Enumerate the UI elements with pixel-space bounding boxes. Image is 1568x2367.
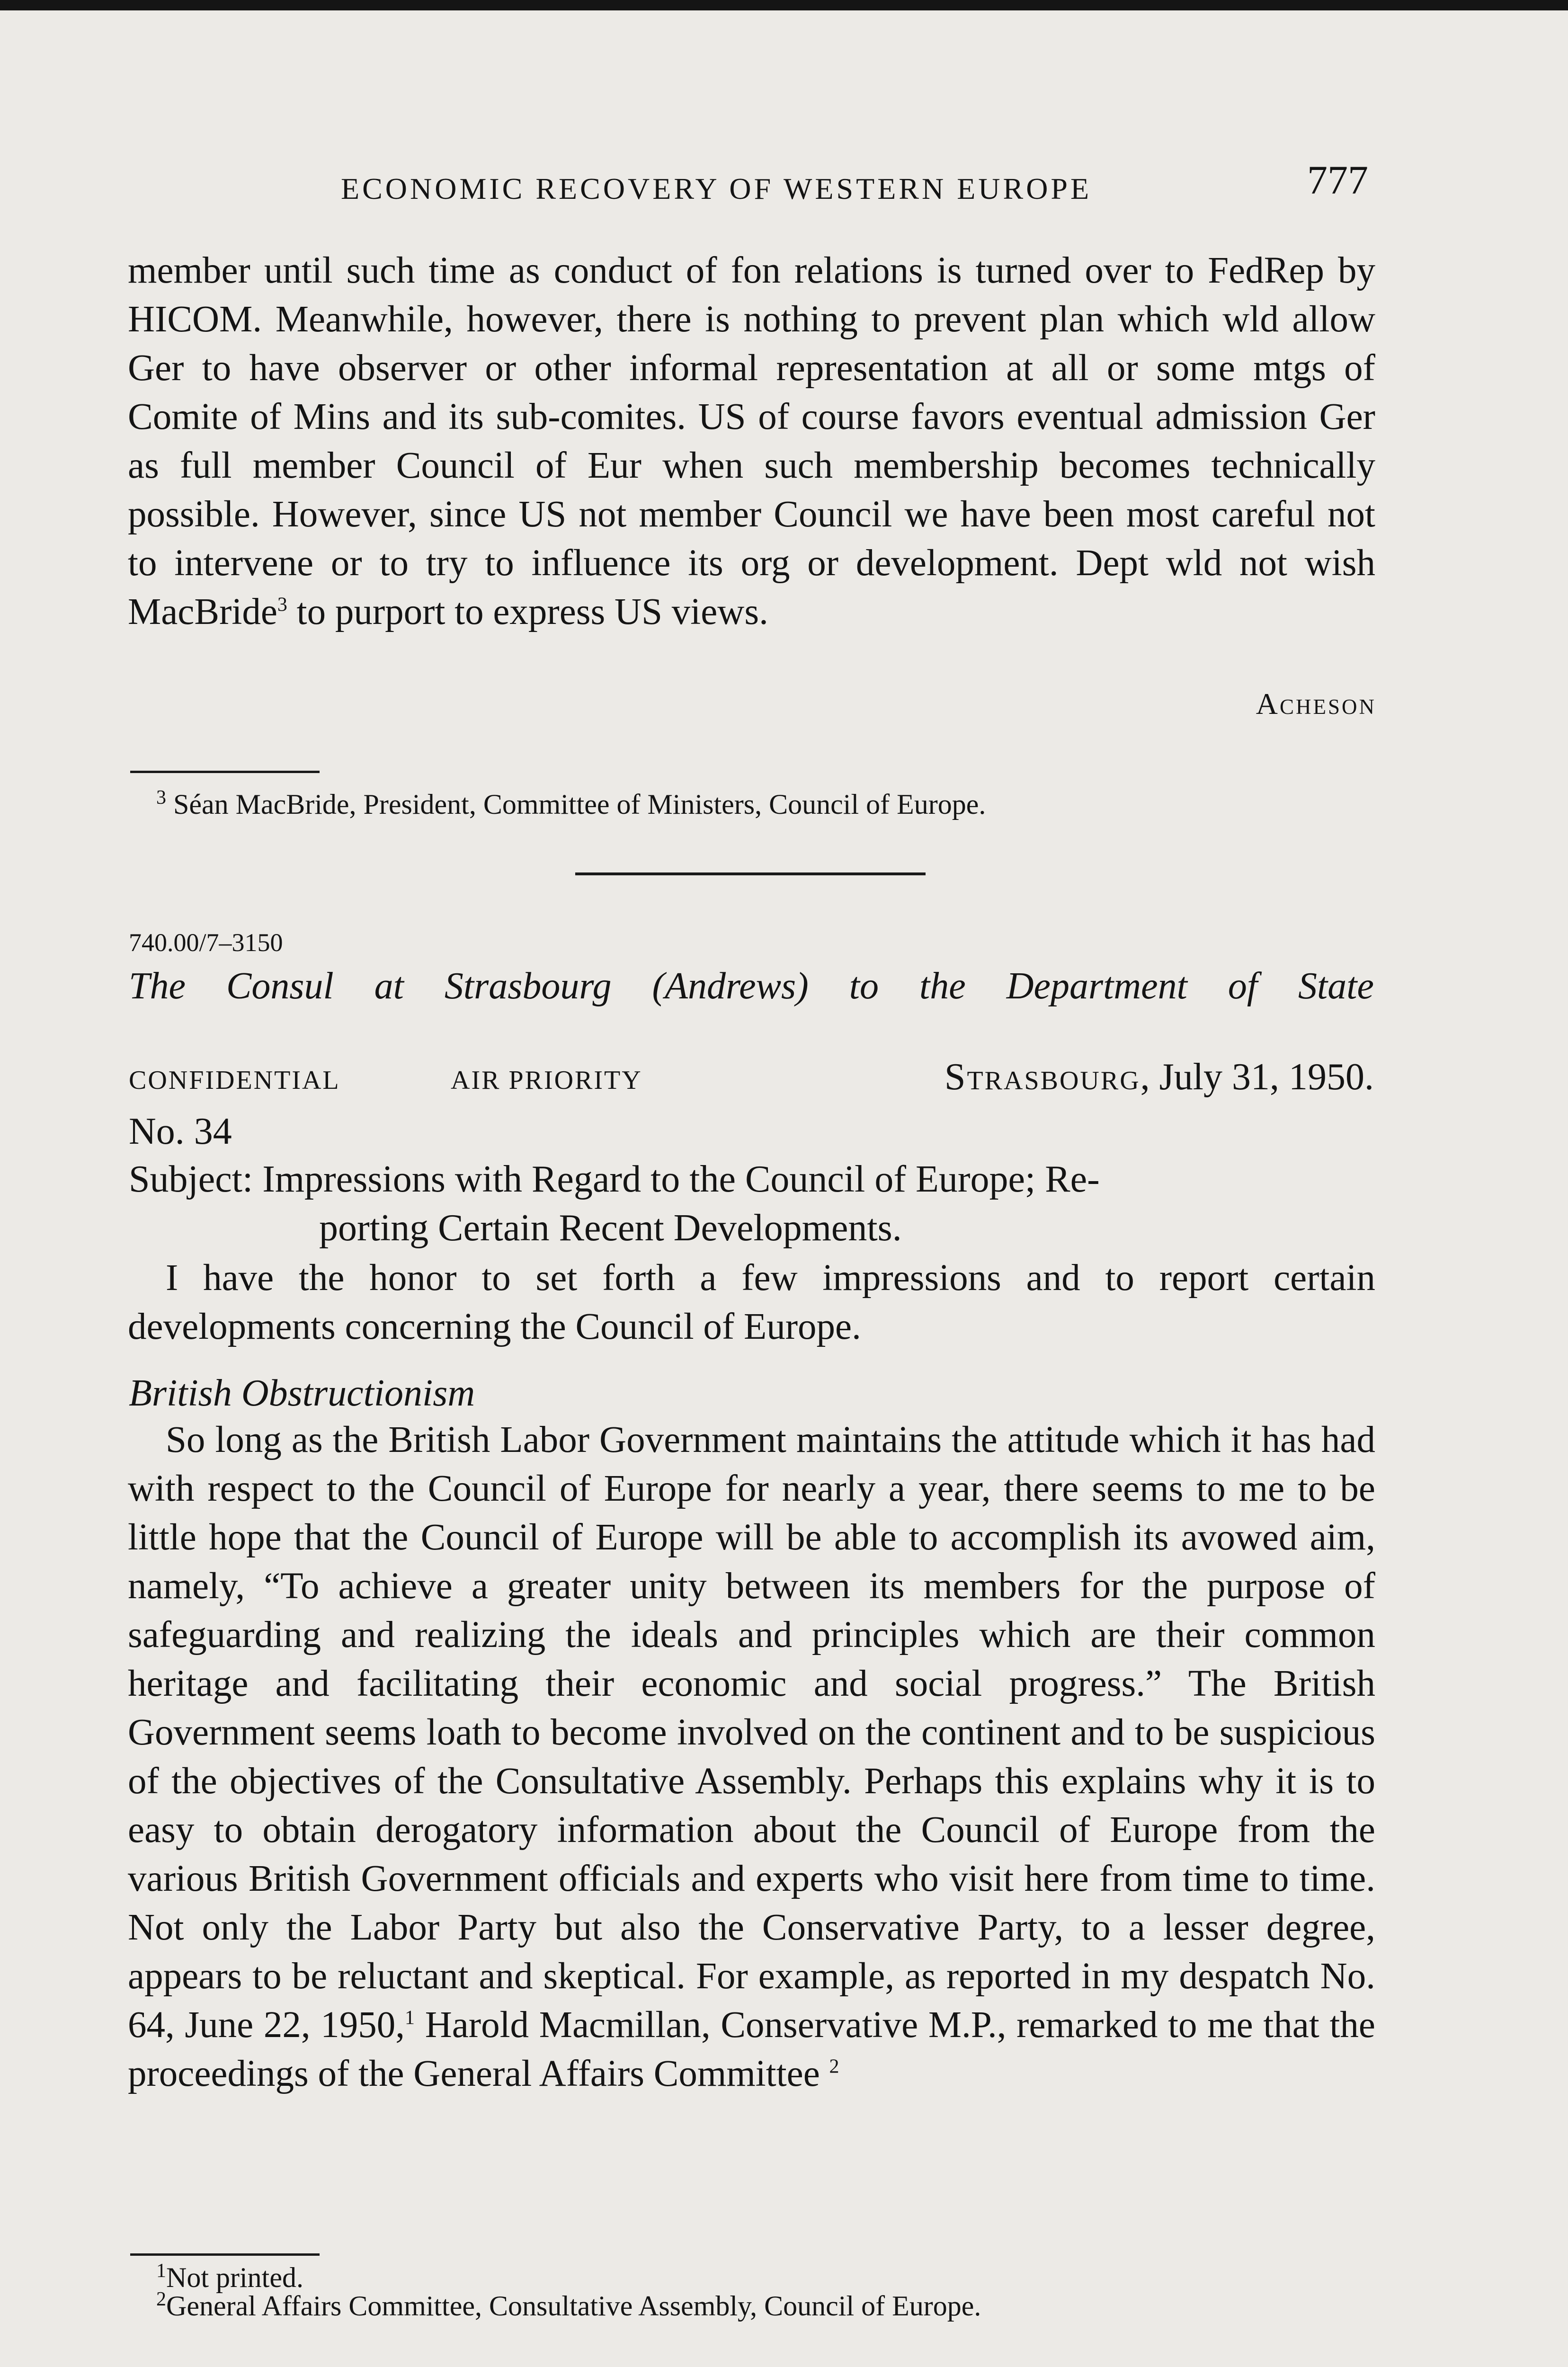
document-meta xyxy=(129,1056,1374,1098)
footnote-text: Not printed. xyxy=(166,2262,303,2293)
footnote-ref-1: 1 xyxy=(405,2007,415,2029)
page-number: 777 xyxy=(1307,157,1368,203)
priority: AIR PRIORITY xyxy=(451,1066,642,1095)
body-text-cont: Harold Macmillan, Conservative M.P., remarked to me that the proceedings of the General Affairs Committee xyxy=(128,2004,1375,2094)
footnote-rule-top xyxy=(130,771,320,773)
footnote-ref-3: 3 xyxy=(277,594,287,616)
continuation-text-end: to purport to express US views. xyxy=(287,591,768,632)
document-title: The Consul at Strasbourg (Andrews) to the Department of State xyxy=(129,965,1374,1007)
footnote-mark: 1 xyxy=(156,2260,166,2282)
place-date xyxy=(944,1056,1374,1099)
section-heading: British Obstructionism xyxy=(129,1372,475,1414)
running-head: ECONOMIC RECOVERY OF WESTERN EUROPE xyxy=(341,172,1092,205)
footnote-ref-2: 2 xyxy=(829,2056,839,2078)
despatch-number: No. 34 xyxy=(129,1111,232,1152)
footnote-text: Séan MacBride, President, Committee of Ministers, Council of Europe. xyxy=(173,789,986,820)
footnote-rule-bottom xyxy=(130,2253,320,2256)
place: Strasbourg xyxy=(944,1056,1140,1098)
footnote-text: General Affairs Committee, Consultative Assembly, Council of Europe. xyxy=(166,2290,981,2322)
classification: CONFIDENTIAL xyxy=(129,1066,340,1095)
subject-line-2: porting Certain Recent Developments. xyxy=(319,1207,902,1249)
continuation-text: member until such time as conduct of fon relations is turned over to FedRep by HICOM. Meanwhile, however, there is nothing to prevent plan which wld allow Ger to have observer or other informal representation at all or some mtgs of Comite of Mins and its sub-comites. US of course favors eventual admission Ger as full member Council of Eur when such membership becomes technically possible. However, since US not member Council we have been most careful not to intervene or to try to influence its org or development. Dept wld not wish MacBride xyxy=(128,250,1375,632)
document-separator xyxy=(575,872,926,875)
footnote-mark: 2 xyxy=(156,2288,166,2310)
signature: Acheson xyxy=(1256,687,1376,721)
intro-paragraph: I have the honor to set forth a few impressions and to report certain developments concerning the Council of Europe. xyxy=(128,1257,1375,1347)
footnote-1 xyxy=(156,2260,1368,2293)
footnote-3 xyxy=(156,787,1368,820)
subject-line-1: Subject: Impressions with Regard to the Council of Europe; Re- xyxy=(129,1158,1100,1200)
footnote-mark: 3 xyxy=(156,787,166,809)
file-number: 740.00/7–3150 xyxy=(129,928,283,957)
body-text: So long as the British Labor Government maintains the attitude which it has had with respect to the Council of Europe for nearly a year, there seems to me to be little hope that the Council of Europe will be able to accomplish its avowed aim, namely, “To achieve a greater unity between its members for the purpose of safeguarding and realizing the ideals and principles which are their common heritage and facilitating their economic and social progress.” The British Government seems loath to become involved on the continent and to be suspicious of the objectives of the Consultative Assembly. Perhaps this explains why it is to easy to obtain derogatory information about the Council of Europe from the various British Government officials and experts who visit here from time to time. Not only the Labor Party but also the Conservative Party, to a lesser degree, appears to be reluctant and skeptical. For example, as reported in my despatch No. 64, June 22, 1950, xyxy=(128,1419,1375,2046)
continuation-paragraph xyxy=(128,246,1375,636)
page-header xyxy=(133,142,1373,213)
body-paragraph xyxy=(128,1415,1375,2098)
subject xyxy=(129,1155,1376,1253)
date: , July 31, 1950. xyxy=(1140,1056,1374,1098)
footnote-2 xyxy=(156,2288,1368,2322)
